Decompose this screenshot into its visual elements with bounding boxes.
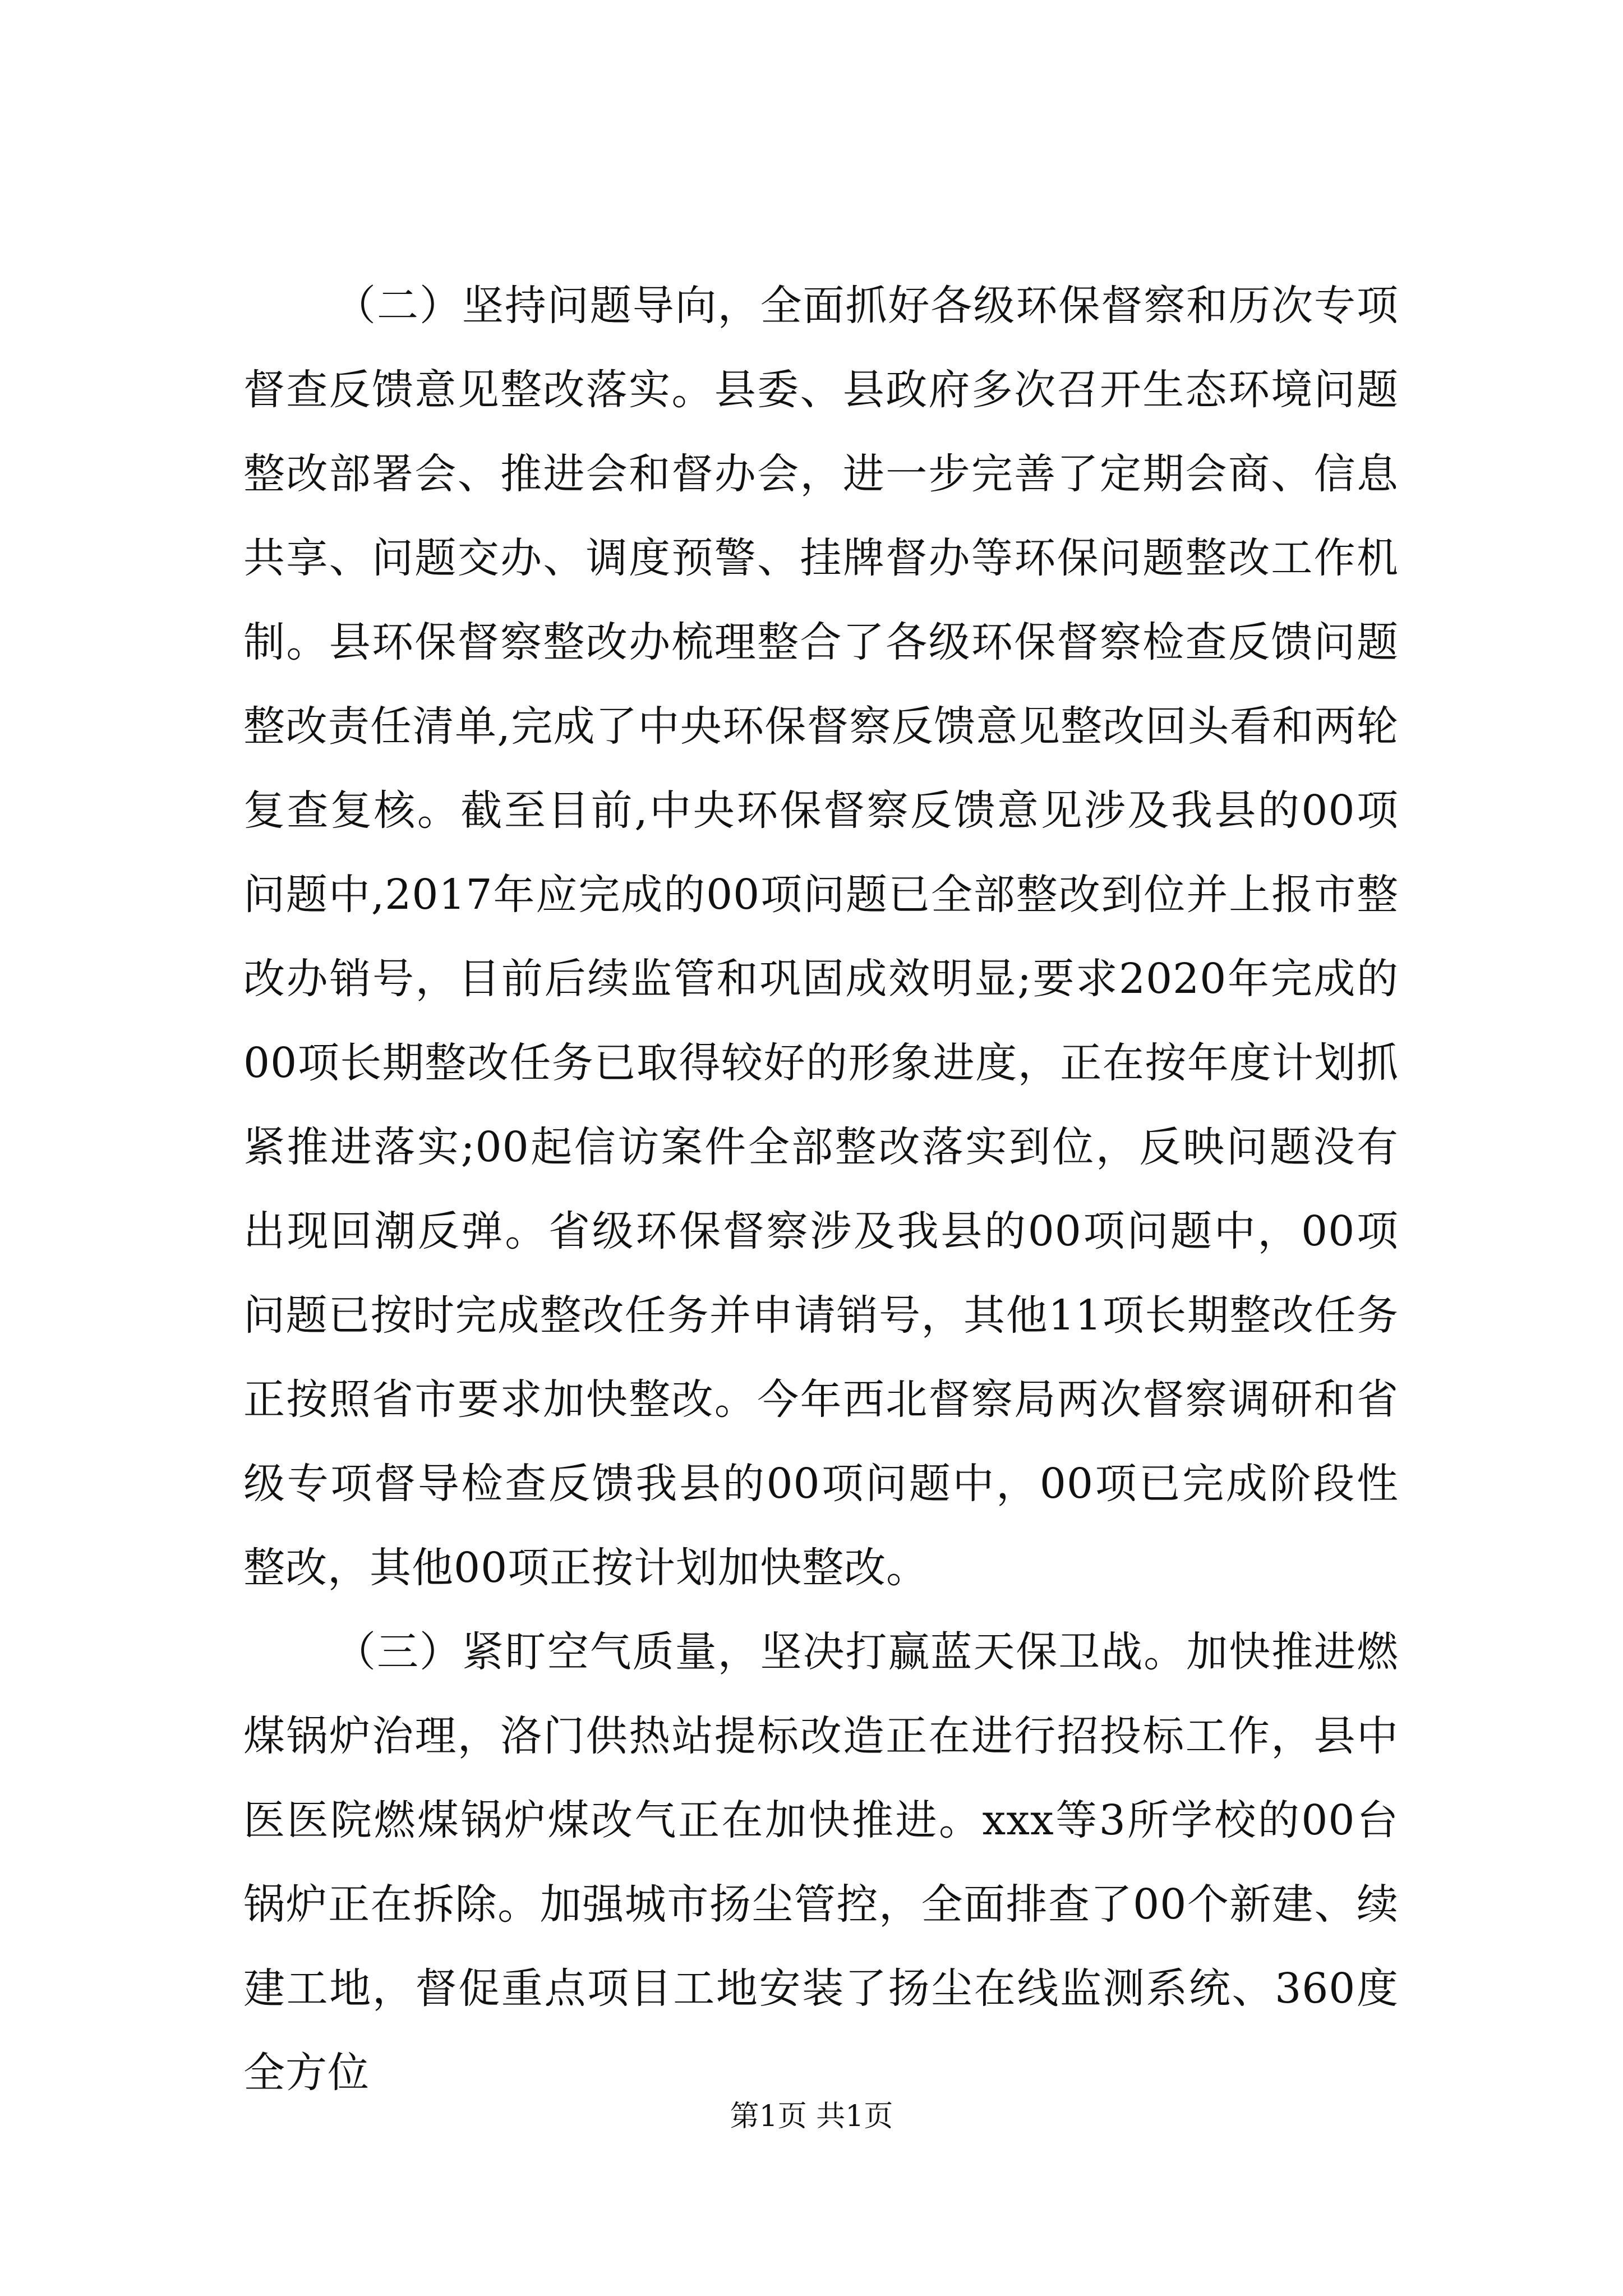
paragraph-three: （三）紧盯空气质量，坚决打赢蓝天保卫战。加快推进燃煤锅炉治理，洛门供热站提标改造正在进行招投标工作，县中医医院燃煤锅炉煤改气正在加快推进。xxx等3所学校的00台锅炉正在拆除。加强城市扬尘管控，全面排查了00个新建、续建工地，督促重点项目工地安装了扬尘在线监测系统、360度全方位 [243,1628,1399,2097]
body-text [243,264,1399,2115]
paragraph-two: （二）坚持问题导向，全面抓好各级环保督察和历次专项督查反馈意见整改落实。县委、县政府多次召开生态环境问题整改部署会、推进会和督办会，进一步完善了定期会商、信息共享、问题交办、调度预警、挂牌督办等环保问题整改工作机制。县环保督察整改办梳理整合了各级环保督察检查反馈问题整改责任清单,完成了中央环保督察反馈意见整改回头看和两轮复查复核。截至目前,中央环保督察反馈意见涉及我县的00项问题中,2017年应完成的00项问题已全部整改到位并上报市整改办销号，目前后续监管和巩固成效明显;要求2020年完成的00项长期整改任务已取得较好的形象进度，正在按年度计划抓紧推进落实;00起信访案件全部整改落实到位，反映问题没有出现回潮反弹。省级环保督察涉及我县的00项问题中，00项问题已按时完成整改任务并申请销号，其他11项长期整改任务正按照省市要求加快整改。今年西北督察局两次督察调研和省级专项督导检查反馈我县的00项问题中，00项已完成阶段性整改，其他00项正按计划加快整改。 [243,282,1399,1592]
page-footer: 第1页 共1页 [730,2100,893,2133]
